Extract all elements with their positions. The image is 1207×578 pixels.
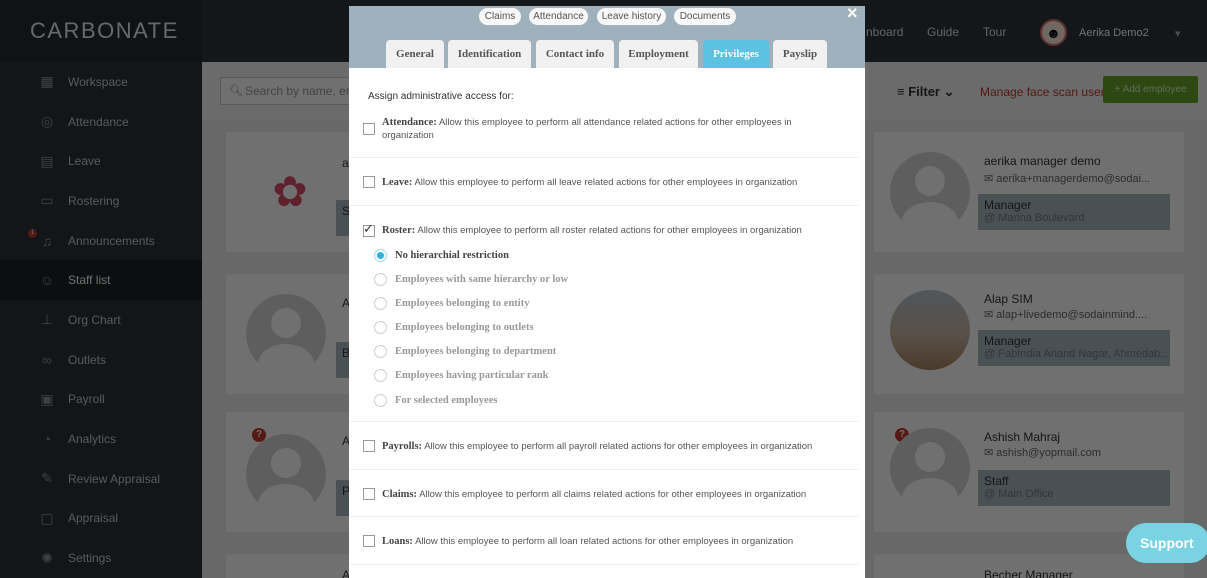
close-icon[interactable]: × — [847, 6, 858, 23]
roster-option-radio[interactable] — [374, 249, 387, 262]
tab-payslip[interactable]: Payslip — [773, 40, 827, 68]
pill-claims[interactable]: Claims — [479, 8, 521, 25]
roster-option-label[interactable]: Employees belonging to outlets — [395, 322, 534, 333]
tab-identification[interactable]: Identification — [448, 40, 531, 68]
roster-option-label[interactable]: Employees having particular rank — [395, 370, 549, 381]
permission-description: Allow this employee to perform all claims related actions for other employees in organization — [419, 489, 807, 500]
permission-description: Allow this employee to perform all attendance related actions for other employees in organization — [382, 117, 792, 141]
payrolls-checkbox[interactable] — [363, 440, 375, 452]
permission-title: Loans: — [382, 536, 413, 547]
roster-option-label[interactable]: Employees belonging to entity — [395, 298, 530, 309]
permission-description: Allow this employee to perform all roster related actions for other employees in organization — [417, 225, 802, 236]
permission-row-claims — [349, 470, 858, 517]
permission-row-leave — [349, 158, 858, 206]
roster-option-radio[interactable] — [374, 369, 387, 382]
permission-row-roster — [349, 206, 858, 422]
tab-contact-info[interactable]: Contact info — [536, 40, 614, 68]
permission-text — [382, 535, 822, 548]
permission-text — [382, 176, 822, 189]
roster-option-radio[interactable] — [374, 273, 387, 286]
employee-detail-modal — [349, 6, 865, 578]
permission-title: Roster: — [382, 225, 416, 236]
permission-description: Allow this employee to perform all leave related actions for other employees in organization — [414, 177, 798, 188]
roster-option-radio[interactable] — [374, 297, 387, 310]
permission-text — [382, 224, 822, 237]
permission-title: Attendance: — [382, 117, 437, 128]
permission-description: Allow this employee to perform all loan related actions for other employees in organization — [415, 536, 794, 547]
loans-checkbox[interactable] — [363, 535, 375, 547]
permission-description: Allow this employee to perform all payroll related actions for other employees in organization — [424, 441, 813, 452]
roster-option-label[interactable]: No hierarchial restriction — [395, 250, 509, 261]
pill-documents[interactable]: Documents — [674, 8, 736, 25]
leave-checkbox[interactable] — [363, 176, 375, 188]
claims-checkbox[interactable] — [363, 488, 375, 500]
roster-option-radio[interactable] — [374, 394, 387, 407]
tab-general[interactable]: General — [386, 40, 444, 68]
support-button[interactable]: Support — [1126, 523, 1207, 563]
permission-row-payrolls — [349, 422, 858, 470]
roster-checkbox[interactable] — [363, 225, 375, 237]
attendance-checkbox[interactable] — [363, 123, 375, 135]
permission-row-loans — [349, 517, 858, 565]
permission-title: Leave: — [382, 177, 413, 188]
pill-attendance[interactable]: Attendance — [529, 8, 588, 25]
roster-option-label[interactable]: Employees with same hierarchy or low — [395, 274, 569, 285]
roster-option-label[interactable]: Employees belonging to department — [395, 346, 557, 357]
roster-option-radio[interactable] — [374, 321, 387, 334]
permission-text — [382, 488, 822, 501]
permission-title: Payrolls: — [382, 441, 423, 452]
modal-header — [349, 6, 865, 68]
permission-title: Claims: — [382, 489, 417, 500]
permission-row-attendance — [349, 108, 858, 158]
pill-leave-history[interactable]: Leave history — [597, 8, 666, 25]
roster-option-label[interactable]: For selected employees — [395, 395, 498, 406]
roster-option-radio[interactable] — [374, 345, 387, 358]
tab-employment[interactable]: Employment — [619, 40, 698, 68]
assign-heading: Assign administrative access for: — [368, 91, 514, 102]
tab-privileges[interactable]: Privileges — [703, 40, 769, 68]
permission-text — [382, 440, 822, 453]
permission-text — [382, 116, 822, 142]
